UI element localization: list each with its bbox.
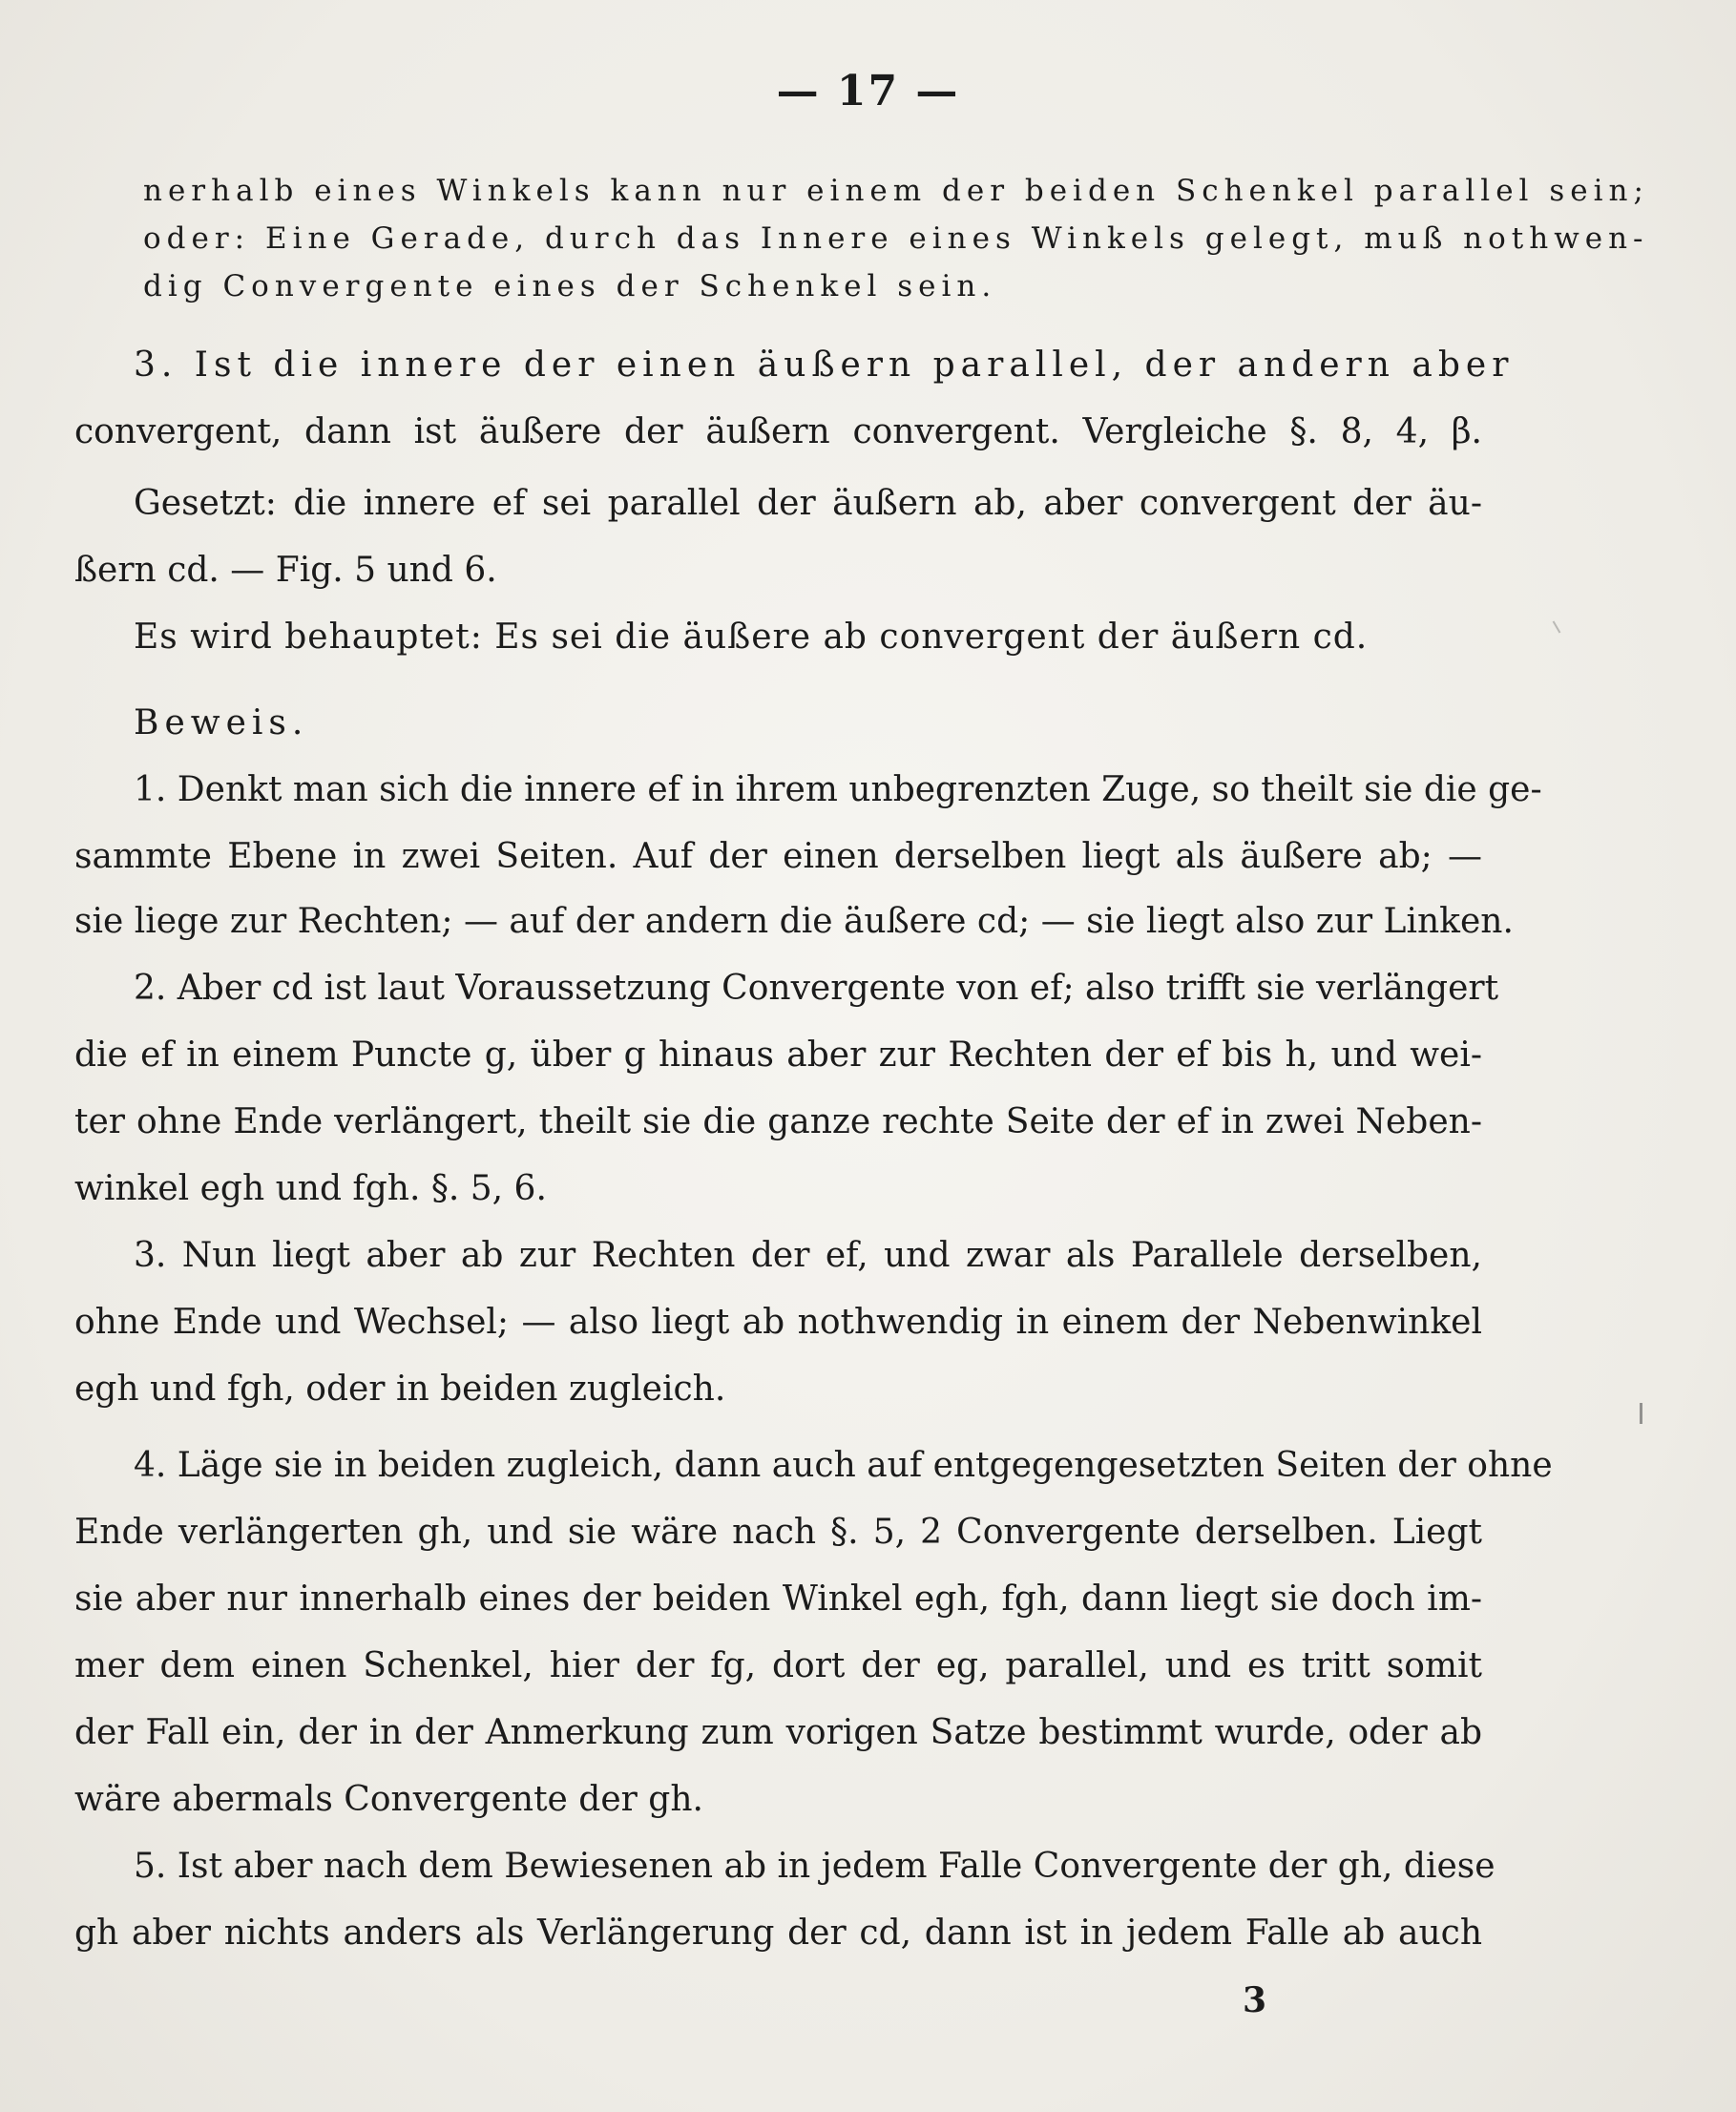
text-line-figure-ref: ßern cd. — Fig. 5 und 6. — [74, 551, 497, 590]
text-line-gesetzt: Gesetzt: die innere ef sei parallel der äußern ab, aber convergent der äu- — [134, 484, 1482, 523]
theorem-line-2: convergent, dann ist äußere der äußern convergent. Vergleiche §. 8, 4, β. — [74, 412, 1482, 451]
text-line-3: dig Convergente eines der Schenkel sein. — [143, 269, 997, 303]
proof-step-4-line-6: wäre abermals Convergente der gh. — [74, 1780, 703, 1819]
proof-step-4-line-3: sie aber nur innerhalb eines der beiden Winkel egh, fgh, dann liegt sie doch im- — [74, 1579, 1482, 1619]
signature-mark: 3 — [1243, 1980, 1267, 2020]
paper-speck — [1553, 620, 1561, 633]
proof-step-5-line-1: 5. Ist aber nach dem Bewiesenen ab in jedem Falle Convergente der gh, diese — [134, 1847, 1495, 1886]
proof-step-4-line-1: 4. Läge sie in beiden zugleich, dann auch auf entgegengesetzten Seiten der ohne — [134, 1446, 1553, 1485]
theorem-line-1: 3. Ist die innere der einen äußern parallel, der andern aber — [134, 345, 1515, 385]
proof-step-4-line-4: mer dem einen Schenkel, hier der fg, dort der eg, parallel, und es tritt somit — [74, 1646, 1482, 1685]
proof-step-3-line-1: 3. Nun liegt aber ab zur Rechten der ef, und zwar als Parallele derselben, — [134, 1236, 1482, 1275]
text-line-2: oder: Eine Gerade, durch das Innere eines Winkels gelegt, muß nothwen- — [143, 221, 1649, 256]
proof-step-1-line-1: 1. Denkt man sich die innere ef in ihrem unbegrenzten Zuge, so theilt sie die ge- — [134, 770, 1542, 809]
proof-step-5-line-2: gh aber nichts anders als Verlängerung der cd, dann ist in jedem Falle ab auch — [74, 1913, 1482, 1953]
text-line-1: nerhalb eines Winkels kann nur einem der beiden Schenkel parallel sein; — [143, 174, 1649, 208]
proof-step-3-line-3: egh und fgh, oder in beiden zugleich. — [74, 1370, 726, 1409]
proof-step-4-line-2: Ende verlängerten gh, und sie wäre nach §. 5, 2 Convergente derselben. Liegt — [74, 1513, 1482, 1552]
proof-step-3-line-2: ohne Ende und Wechsel; — also liegt ab nothwendig in einem der Nebenwinkel — [74, 1303, 1482, 1342]
text-line-behauptet: Es wird behauptet: Es sei die äußere ab convergent der äußern cd. — [134, 617, 1369, 657]
proof-step-1-line-3: sie liege zur Rechten; — auf der andern die äußere cd; — sie liegt also zur Linken. — [74, 902, 1514, 941]
proof-step-2-line-1: 2. Aber cd ist laut Voraussetzung Convergente von ef; also trifft sie verlängert — [134, 969, 1499, 1008]
proof-step-2-line-4: winkel egh und fgh. §. 5, 6. — [74, 1169, 547, 1208]
proof-heading: Beweis. — [134, 703, 309, 742]
proof-step-2-line-2: die ef in einem Puncte g, über g hinaus aber zur Rechten der ef bis h, und wei- — [74, 1035, 1482, 1075]
proof-step-2-line-3: ter ohne Ende verlängert, theilt sie die ganze rechte Seite der ef in zwei Neben- — [74, 1102, 1482, 1141]
proof-step-1-line-2: sammte Ebene in zwei Seiten. Auf der einen derselben liegt als äußere ab; — — [74, 837, 1482, 876]
paper-speck — [1640, 1403, 1642, 1424]
page-number: — 17 — — [776, 67, 960, 115]
proof-step-4-line-5: der Fall ein, der in der Anmerkung zum vorigen Satze bestimmt wurde, oder ab — [74, 1713, 1482, 1752]
